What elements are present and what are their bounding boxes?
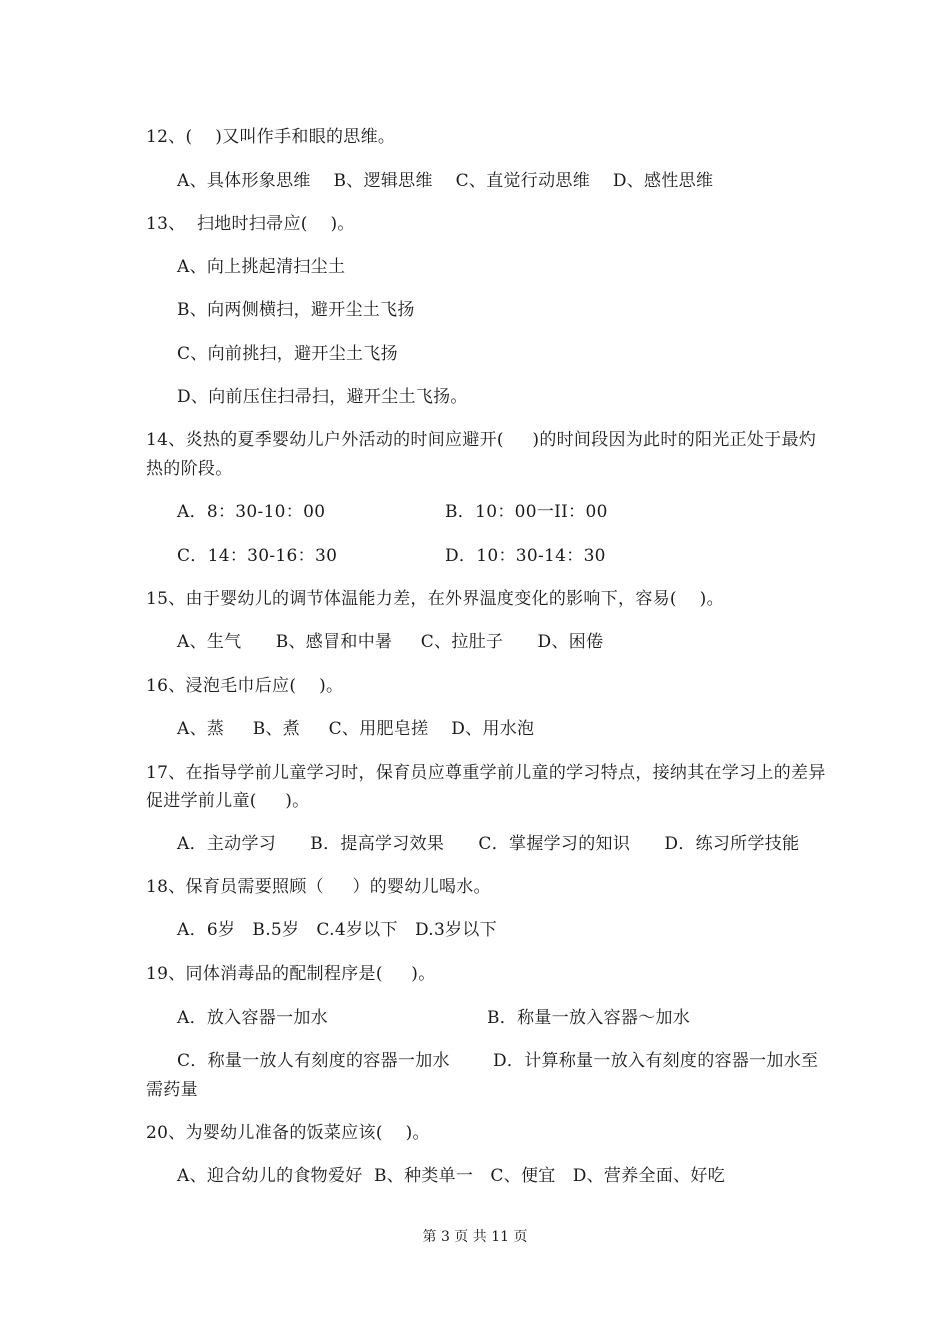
- question-19-option-d-continued: 需药量: [146, 1080, 198, 1100]
- question-18-options: A．6岁 B.5岁 C.4岁以下 D.3岁以下: [177, 920, 498, 940]
- question-19-option-d: D．计算称量一放入有刻度的容器一加水至: [493, 1051, 819, 1071]
- question-14-option-c: C．14：30-16：30: [177, 546, 338, 566]
- question-13-option-d: D、向前压住扫帚扫，避开尘土飞扬。: [177, 387, 468, 407]
- question-20-stem: 20、为婴幼儿准备的饭菜应该( )。: [146, 1123, 430, 1143]
- question-12-stem: 12、( )又叫作手和眼的思维。: [146, 127, 396, 147]
- question-15-stem: 15、由于婴幼儿的调节体温能力差，在外界温度变化的影响下，容易( )。: [146, 589, 724, 609]
- question-14-option-b: B．10：00一II：00: [445, 502, 608, 522]
- question-17-stem-line-2: 促进学前儿童( )。: [146, 791, 310, 811]
- question-13-option-c: C、向前挑扫，避开尘土飞扬: [177, 344, 398, 364]
- question-14-option-d: D．10：30-14：30: [445, 546, 606, 566]
- question-17-stem-line-1: 17、在指导学前儿童学习时，保育员应尊重学前儿童的学习特点，接纳其在学习上的差异: [146, 763, 826, 783]
- question-14-stem-line-2: 热的阶段。: [146, 459, 233, 479]
- question-13-stem: 13、 扫地时扫帚应( )。: [146, 214, 355, 234]
- question-20-options: A、迎合幼儿的食物爱好 B、种类单一 C、便宜 D、营养全面、好吃: [177, 1166, 726, 1186]
- page-number-footer: 第 3 页 共 11 页: [422, 1229, 528, 1245]
- question-14-stem-line-1: 14、炎热的夏季婴幼儿户外活动的时间应避开( )的时间段因为此时的阳光正处于最灼: [146, 430, 817, 450]
- question-13-option-b: B、向两侧横扫，避开尘土飞扬: [177, 300, 415, 320]
- question-19-option-c: C．称量一放人有刻度的容器一加水: [177, 1051, 450, 1071]
- question-12-options: A、具体形象思维 B、逻辑思维 C、直觉行动思维 D、感性思维: [177, 171, 714, 191]
- question-19-stem: 19、同体消毒品的配制程序是( )。: [146, 964, 436, 984]
- question-15-options: A、生气 B、感冒和中暑 C、拉肚子 D、困倦: [177, 632, 604, 652]
- question-18-stem: 18、保育员需要照顾（ ）的婴幼儿喝水。: [146, 877, 491, 897]
- question-14-option-a: A．8：30-10：00: [177, 502, 326, 522]
- question-16-options: A、蒸 B、煮 C、用肥皂搓 D、用水泡: [177, 719, 535, 739]
- question-19-option-a: A．放入容器一加水: [177, 1008, 328, 1028]
- question-17-options: A．主动学习 B．提高学习效果 C．掌握学习的知识 D．练习所学技能: [177, 834, 800, 854]
- question-16-stem: 16、浸泡毛巾后应( )。: [146, 676, 344, 696]
- question-13-option-a: A、向上挑起清扫尘土: [177, 257, 346, 277]
- question-19-option-b: B．称量一放入容器～加水: [487, 1008, 691, 1028]
